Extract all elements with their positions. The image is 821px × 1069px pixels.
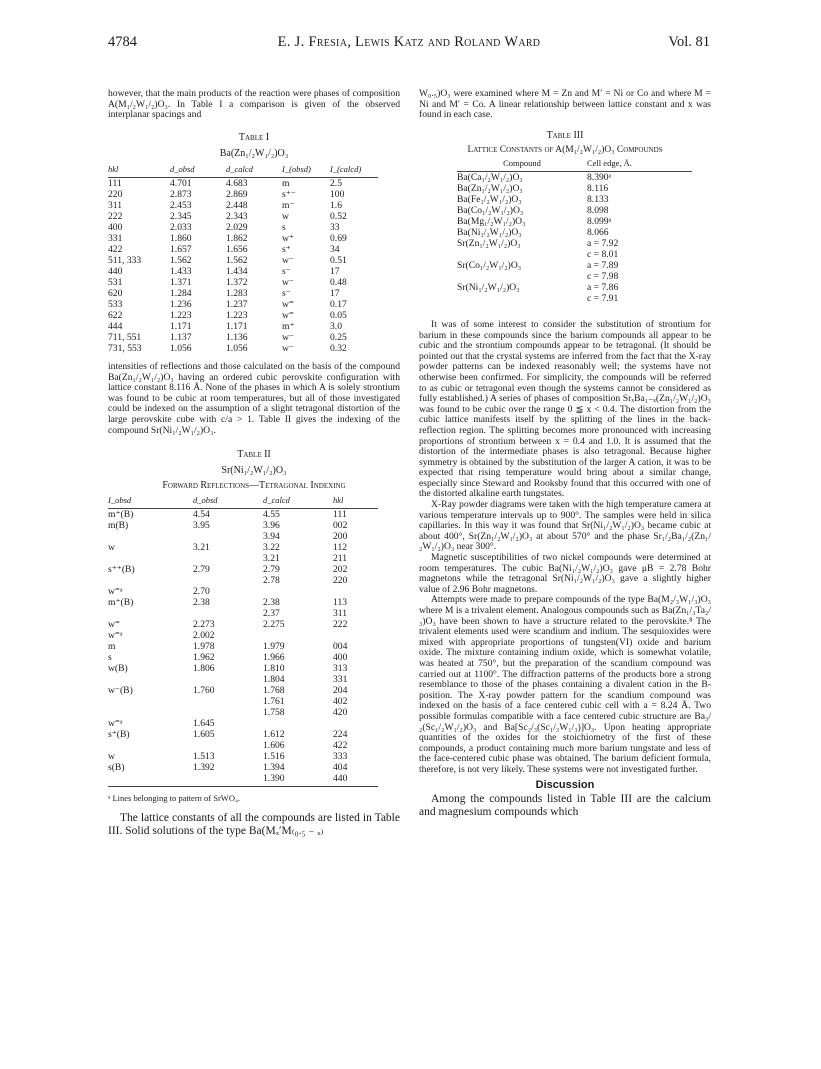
table-1-header: d_calcd [226, 164, 282, 178]
table-1-row-cell: 2.345 [170, 210, 192, 222]
table-2-row-cell [193, 707, 263, 718]
table-2-row [108, 729, 378, 740]
table-2-row-cell: 402 [333, 695, 348, 707]
table-3-row-cell: c = 8.01 [587, 248, 619, 260]
table-2-row-cell: 1.760 [193, 684, 215, 696]
table-1-row-cell: 2.453 [170, 199, 192, 211]
table-2-row-cell: 1.966 [263, 651, 285, 663]
table-2-row-cell [108, 608, 193, 619]
table-2-row-cell [263, 586, 333, 597]
table-2-row-cell: 1.516 [263, 750, 285, 762]
table-2-row-cell: 1.979 [263, 640, 285, 652]
table-3-row-cell: Ba(Ni₁/₂W₁/₂)O₃ [457, 226, 522, 238]
table-1-row-cell: 1.171 [170, 320, 192, 332]
table-3-row-cell [457, 249, 587, 260]
table-3-row [457, 194, 692, 205]
table-3-header: Cell edge, Å. [587, 158, 692, 172]
table-3-row-cell: Ba(Co₁/₂W₁/₂)O₃ [457, 204, 524, 216]
table-3-row [457, 282, 692, 293]
table-1-header: I_(obsd) [282, 164, 330, 178]
table-2-row-cell: 3.96 [263, 519, 280, 531]
table-1-row-cell: m [282, 177, 290, 189]
table-2-row [108, 597, 378, 608]
table-1-row-cell: 1.657 [170, 243, 192, 255]
table-2-row-cell: 2.273 [193, 618, 215, 630]
table-2-row [108, 740, 378, 751]
table-1-row-cell: 2.873 [170, 188, 192, 200]
table-3-row-cell: 8.098 [587, 204, 609, 216]
table-2-row-cell: m [108, 640, 116, 652]
table-1-row-cell: 0.52 [330, 210, 347, 222]
table-2-header: I_obsd [108, 495, 193, 509]
table-2-row [108, 751, 378, 762]
running-header [108, 34, 710, 56]
table-1-row-cell: 33 [330, 221, 340, 233]
table-1-row-cell: s⁻ [282, 265, 291, 277]
table-1-row-cell: 1.562 [226, 254, 248, 266]
right-paragraph-top: W₀.₅)O₃ were examined where M = Zn and M′ = Ni or Co and where M = Ni and M′ = Co. A linear relationship between lattice constant and x was found in each case. [419, 88, 711, 121]
table-1-row-cell: 1.136 [226, 331, 248, 343]
table-2-row-cell [193, 674, 263, 685]
table-2-row-cell: 4.55 [263, 508, 280, 520]
table-1-row-cell: 3.0 [330, 320, 342, 332]
table-1-row-cell: 2.033 [170, 221, 192, 233]
table-1-row [108, 222, 378, 233]
right-paragraph-5: Among the compounds listed in Table III are the calcium and magnesium compounds which [419, 793, 711, 818]
table-2-grid [108, 495, 378, 784]
table-3-row-cell [457, 271, 587, 282]
table-1-row-cell: 0.17 [330, 298, 347, 310]
table-1-row-cell: 1.137 [170, 331, 192, 343]
table-2-row-cell: m⁺(B) [108, 508, 134, 520]
table-3-caption: Table III [546, 129, 584, 141]
table-3 [419, 131, 711, 304]
table-1-row-cell: 331 [108, 232, 123, 244]
table-3-row-cell: Sr(Co₁/₂W₁/₂)O₃ [457, 259, 522, 271]
table-1-row-cell: 1.223 [170, 309, 192, 321]
table-2-footnote: ᵃ Lines belonging to pattern of SrWO₄. [108, 792, 241, 803]
table-1-row-cell: 1.433 [170, 265, 192, 277]
table-3-row-cell: a = 7.92 [587, 237, 619, 249]
table-2-row-cell [108, 575, 193, 586]
table-3-row [457, 216, 692, 227]
table-2-row-cell [333, 586, 378, 597]
table-2-row [108, 630, 378, 641]
table-1-row-cell: 0.25 [330, 331, 347, 343]
table-1-grid [108, 164, 378, 354]
table-3-row-cell: a = 7.89 [587, 259, 619, 271]
table-2-row-cell [333, 718, 378, 729]
table-1-row-cell: 1.371 [170, 276, 192, 288]
table-2-row-cell: 2.37 [263, 607, 280, 619]
table-1-row [108, 288, 378, 299]
table-2-row-cell: 3.21 [263, 552, 280, 564]
table-2-row-cell [108, 674, 193, 685]
table-2-row-cell: 2.79 [263, 563, 280, 575]
table-1-row-cell: 311 [108, 199, 123, 211]
table-1-row-cell: 0.05 [330, 309, 347, 321]
table-1-row-cell: m⁺ [282, 320, 295, 332]
table-1-row-cell: s⁺⁻ [282, 188, 296, 200]
table-2-row-cell: m⁺(B) [108, 596, 134, 608]
table-2-row [108, 707, 378, 718]
table-2-row-cell [108, 707, 193, 718]
table-1-row-cell: 1.237 [226, 298, 248, 310]
table-1-row-cell: 622 [108, 309, 123, 321]
table-2-row-cell: w⁼ᵃ [108, 629, 123, 641]
table-1-header: d_obsd [170, 164, 226, 178]
table-2-row-cell: 112 [333, 541, 348, 553]
table-1-row [108, 321, 378, 332]
table-1-row-cell: 511, 333 [108, 254, 142, 266]
table-2-row-cell: 3.94 [263, 530, 280, 542]
table-2-row-cell: 1.761 [263, 695, 285, 707]
table-1-header: I_(calcd) [330, 164, 378, 178]
table-1-row-cell: 111 [108, 177, 122, 189]
table-3-row-cell: 8.133 [587, 193, 609, 205]
table-1-row-cell: s⁺ [282, 243, 291, 255]
table-1-row-cell: 222 [108, 210, 123, 222]
table-2-row-cell: w [108, 750, 115, 762]
table-1-row-cell: 2.029 [226, 221, 248, 233]
table-1-row-cell: m⁻ [282, 199, 295, 211]
table-2-row-cell [193, 696, 263, 707]
table-2-row [108, 641, 378, 652]
page-number: 4784 [108, 34, 137, 50]
table-2-row-cell: 004 [333, 640, 348, 652]
table-1-compound: Ba(Zn₁/₂W₁/₂)O₃ [219, 148, 289, 160]
table-1-row-cell: w⁺ [282, 232, 294, 244]
table-3-header: Compound [457, 158, 587, 172]
table-1-row-cell: 4.683 [226, 177, 248, 189]
table-2-row [108, 773, 378, 784]
table-2-row-cell: 002 [333, 519, 348, 531]
table-1-row [108, 244, 378, 255]
table-3-row [457, 271, 692, 282]
table-2-row [108, 531, 378, 542]
table-2-row-cell: 2.002 [193, 629, 215, 641]
table-2-row-cell: 1.394 [263, 761, 285, 773]
table-2-row-cell: 220 [333, 574, 348, 586]
table-1-row-cell: 1.862 [226, 232, 248, 244]
table-2-row-cell [193, 553, 263, 564]
table-2-row-cell: 311 [333, 607, 348, 619]
table-1-row-cell: 1.283 [226, 287, 248, 299]
table-2-row [108, 619, 378, 630]
table-2-row-cell: 3.95 [193, 519, 210, 531]
table-2-row-cell: w⁼ᵃ [108, 717, 123, 729]
table-1-row-cell: w⁼ [282, 298, 294, 310]
table-2-row-cell [193, 740, 263, 751]
table-1-row-cell: 1.372 [226, 276, 248, 288]
table-2-row-cell [263, 718, 333, 729]
table-2-row-cell: 1.768 [263, 684, 285, 696]
table-2-row-cell: 420 [333, 706, 348, 718]
right-paragraph-1: It was of some interest to consider the substitution of strontium for barium in these compounds since the barium compounds all appear to be cubic and the strontium compounds appear to be tetragonal. (It should be pointed out that the crystal systems are inferred from the fact that the X-ray powder patterns can be indexed reasonably well; the systems have not otherwise been confirmed. For simplicity, the compounds will be referred to as cubic or tetragonal even though the systems cannot be considered as fully established.) A series of phases of composition SrₓBa₁₋ₓ(Zn₁/₂W₁/₂)O₃ was found to be cubic over the range 0 ≦ x < 0.4. The distortion from the cubic lattice manifests itself by the splitting of the lines in the back-reflection region. The splitting becomes more pronounced with increasing proportions of strontium between x = 0.4 and 1.0. It is assumed that the distortion of the intermediate phases is also tetragonal. Because higher symmetry is obtained by the substitution of the larger A cation, it was to be expected that rising temperature would bring about a similar change, especially since Steward and Rooksby found that this occurred with one of the distorted alkaline earth tungstates. [419, 318, 711, 500]
table-1-row-cell: 2.5 [330, 177, 342, 189]
table-2-row-cell: 1.806 [193, 662, 215, 674]
table-2-row-cell [193, 575, 263, 586]
table-3-row-cell: Ba(Mg₁/₂W₁/₂)O₃ [457, 215, 526, 227]
table-3-row [457, 183, 692, 194]
right-paragraph-4: Attempts were made to prepare compounds of the type Ba(M₂/₃W₁/₃)O₃ where M is a trivalent element. Analogous compounds such as Ba(Zn₁/₃Ta₂/₃)O₃ have been shown to have a structure related to the perovskite.⁸ The trivalent elements used were scandium and indium. The sesquioxides were mixed with appropriate proportions of tungsten(VI) oxide and barium oxide. The mixture containing indium oxide, which is somewhat volatile, was heated at 750°, but the preparation of the scandium compound was carried out at 1100°. The diffraction patterns of the products bore a strong resemblance to those of the phases containing a divalent cation in the B-position. The X-ray powder pattern for the scandium compound was indexed on the basis of a face centered cubic cell with a = 8.24 Å. Two possible formulas compatible with a face centered cubic structure are Ba₃/₂(Sc₁/₂W₁/₂)O₃ and Ba[Sc₂/₃(Sc₁/₃W₁/₃)]O₃. Upon heating appropriate quantities of the oxides for the stoichiometry of the first of these compounds, a product containing much more barium tungstate and less of the face-centered cubic phase was obtained. The barium deficient formula, therefore, is not very likely. These systems were not investigated further. [419, 594, 711, 775]
table-2-row-cell: 440 [333, 772, 348, 784]
table-1-row [108, 255, 378, 266]
table-1-row-cell: w⁻ [282, 342, 294, 354]
table-2-row-cell: s(B) [108, 761, 125, 773]
table-2-row-cell: w(B) [108, 662, 128, 674]
table-1-row [108, 233, 378, 244]
table-1-row-cell: 444 [108, 320, 123, 332]
table-2-row-cell: 1.606 [263, 739, 285, 751]
table-2-row [108, 762, 378, 773]
table-2-row-cell: s⁺⁺(B) [108, 563, 135, 575]
left-column [108, 89, 400, 837]
table-2-row-cell [108, 773, 193, 784]
table-2-row-cell: 4.54 [193, 508, 210, 520]
table-2-row-cell: 113 [333, 596, 348, 608]
table-2-row [108, 508, 378, 520]
table-1-row [108, 200, 378, 211]
table-1-row [108, 211, 378, 222]
table-2-row-cell: 400 [333, 651, 348, 663]
table-2-row [108, 685, 378, 696]
table-1-row [108, 277, 378, 288]
table-1-row [108, 189, 378, 200]
table-2 [108, 450, 400, 803]
table-1-caption: Table I [238, 131, 270, 143]
table-3-row-cell: Ba(Ca₁/₂W₁/₂)O₃ [457, 171, 523, 183]
table-1-row-cell: 1.171 [226, 320, 248, 332]
table-2-row-cell: w⁻(B) [108, 684, 133, 696]
table-3-row [457, 171, 692, 183]
table-2-row-cell: 3.22 [263, 541, 280, 553]
table-3-row [457, 249, 692, 260]
table-1-row-cell: 531 [108, 276, 123, 288]
table-2-row-cell: 200 [333, 530, 348, 542]
table-2-row-cell: s [108, 651, 112, 663]
table-1-row-cell: 400 [108, 221, 123, 233]
table-3-row-cell: 8.099ᵃ [587, 215, 612, 227]
table-1-row [108, 299, 378, 310]
table-2-row-cell: m(B) [108, 519, 129, 531]
table-3-row [457, 205, 692, 216]
table-2-row-cell: 1.392 [193, 761, 215, 773]
table-2-row-cell: 2.79 [193, 563, 210, 575]
table-3-row [457, 260, 692, 271]
table-3-row-cell: c = 7.91 [587, 292, 619, 304]
table-2-row-cell: s⁺(B) [108, 728, 130, 740]
table-2-row-cell: 1.605 [193, 728, 215, 740]
table-3-row-cell: Ba(Zn₁/₂W₁/₂)O₃ [457, 182, 523, 194]
table-1-row [108, 310, 378, 321]
table-1-row-cell: 0.48 [330, 276, 347, 288]
table-1-row-cell: w⁻ [282, 254, 294, 266]
table-2-row-cell: 2.78 [263, 574, 280, 586]
table-2-subtitle: Forward Reflections—Tetragonal Indexing [162, 480, 346, 492]
table-1-row-cell: 1.6 [330, 199, 342, 211]
table-2-row-cell: 333 [333, 750, 348, 762]
table-2-row-cell: 1.758 [263, 706, 285, 718]
table-2-row-cell: 422 [333, 739, 348, 751]
table-1-row [108, 332, 378, 343]
table-3-row-cell: 8.390ᵃ [587, 171, 612, 183]
table-2-row-cell: 2.38 [193, 596, 210, 608]
table-1 [108, 133, 400, 354]
table-3-row-cell: Sr(Zn₁/₂W₁/₂)O₃ [457, 237, 521, 249]
left-paragraph-mid: intensities of reflections and those calculated on the basis of the compound Ba(Zn₁/₂W₁/₂)O₃ having an ordered cubic perovskite configuration with lattice constant 8.116 Å. None of the phases in which A is solely strontium was found to be cubic at room temperatures, but all of those investigated could be indexed on the assumption of a slight tetragonal distortion of the large perovskite cube with c/a > 1. Table II gives the indexing of the compound Sr(Ni₁/₂W₁/₂)O₃. [108, 360, 400, 436]
table-2-row [108, 652, 378, 663]
discussion-heading: Discussion [535, 778, 595, 791]
table-1-row-cell: 220 [108, 188, 123, 200]
table-2-row-cell: 1.612 [263, 728, 285, 740]
right-column [419, 89, 711, 818]
table-2-row-cell: 2.38 [263, 596, 280, 608]
table-2-row-cell: 211 [333, 552, 348, 564]
table-2-caption: Table II [237, 449, 271, 461]
table-2-row-cell: 222 [333, 618, 348, 630]
table-1-row-cell: 2.869 [226, 188, 248, 200]
table-1-row [108, 343, 378, 354]
table-1-row-cell: 100 [330, 188, 345, 200]
table-1-row-cell: 17 [330, 287, 340, 299]
table-2-row-cell: 1.962 [193, 651, 215, 663]
table-1-row-cell: w⁻ [282, 331, 294, 343]
table-1-row-cell: 440 [108, 265, 123, 277]
table-2-row-cell [193, 531, 263, 542]
table-1-row-cell: s⁻ [282, 287, 291, 299]
table-1-row-cell: 422 [108, 243, 123, 255]
table-2-row-cell: 1.810 [263, 662, 285, 674]
table-2-row-cell: 2.275 [263, 618, 285, 630]
table-1-row-cell: 4.701 [170, 177, 192, 189]
table-2-row-cell: 1.513 [193, 750, 215, 762]
table-1-row-cell: 1.056 [170, 342, 192, 354]
table-2-row [108, 718, 378, 729]
table-3-title: Lattice Constants of A(M₁/₂W₁/₂)O₃ Compounds [467, 145, 663, 156]
table-1-header: hkl [108, 164, 170, 178]
table-2-row-cell: 1.390 [263, 772, 285, 784]
table-1-row-cell: 533 [108, 298, 123, 310]
table-1-row-cell: w⁼ [282, 309, 294, 321]
volume: Vol. 81 [668, 34, 710, 50]
table-1-row-cell: 620 [108, 287, 123, 299]
table-2-row [108, 575, 378, 586]
table-2-row-cell: 331 [333, 673, 348, 685]
table-1-row-cell: 0.32 [330, 342, 347, 354]
table-3-grid [457, 158, 692, 304]
table-2-row-cell [108, 740, 193, 751]
right-paragraph-2: X-Ray powder diagrams were taken with the high temperature camera at various temperature intervals up to 900°. The samples were held in silica capillaries. In this way it was found that Sr(Ni₁/₂W₁/₂)O₃ became cubic at about 400°, Sr(Zn₁/₂W₁/₂)O₃ at about 570° and the phase Sr₁/₂Ba₁/₂(Zn₁/₂W₁/₂)O₃ near 300°. [419, 499, 711, 553]
table-2-row-cell: 3.21 [193, 541, 210, 553]
table-3-row-cell: 8.066 [587, 226, 609, 238]
table-1-row-cell: 2.343 [226, 210, 248, 222]
table-3-row [457, 238, 692, 249]
table-1-row-cell: 1.236 [170, 298, 192, 310]
table-1-row [108, 177, 378, 189]
table-2-row-cell: 313 [333, 662, 348, 674]
table-2-row [108, 520, 378, 531]
table-2-row-cell [193, 608, 263, 619]
table-2-header: d_obsd [193, 495, 263, 509]
table-2-row-cell [108, 531, 193, 542]
table-1-row-cell: s [282, 221, 286, 233]
table-1-row-cell: 1.056 [226, 342, 248, 354]
table-2-row [108, 586, 378, 597]
table-2-row [108, 608, 378, 619]
table-2-row-cell: w⁼ [108, 618, 120, 630]
table-3-row [457, 293, 692, 304]
table-3-row-cell [457, 293, 587, 304]
table-3-row-cell: Ba(Fe₁/₂W₁/₂)O₃ [457, 193, 522, 205]
table-3-row-cell: a = 7.86 [587, 281, 619, 293]
table-3-row-cell: 8.116 [587, 182, 609, 194]
authors: E. J. Fresia, Lewis Katz and Roland Ward [277, 34, 541, 50]
right-paragraph-3: Magnetic susceptibilities of two nickel compounds were determined at room temperatures. The cubic Ba(Ni₁/₂W₁/₂)O₃ gave μB = 2.78 Bohr magnetons while the tetragonal Sr(Ni₁/₂W₁/₂)O₃ gave a slightly higher value of 2.96 Bohr magnetons. [419, 552, 711, 595]
table-3-row-cell: Sr(Ni₁/₂W₁/₂)O₃ [457, 281, 520, 293]
table-2-row-cell: w [108, 541, 115, 553]
table-1-row-cell: 1.562 [170, 254, 192, 266]
table-2-row-cell: w⁼ᵃ [108, 585, 123, 597]
table-2-row [108, 564, 378, 575]
table-2-header: hkl [333, 495, 378, 509]
table-2-row-cell: 111 [333, 508, 347, 520]
table-2-row-cell [108, 696, 193, 707]
table-3-row [457, 227, 692, 238]
table-1-row-cell: 731, 553 [108, 342, 142, 354]
table-2-row-cell: 202 [333, 563, 348, 575]
table-2-row-cell [263, 630, 333, 641]
table-2-row-cell: 224 [333, 728, 348, 740]
table-1-row [108, 266, 378, 277]
table-1-row-cell: 1.656 [226, 243, 248, 255]
table-1-row-cell: 17 [330, 265, 340, 277]
table-2-row-cell [333, 630, 378, 641]
table-1-row-cell: w⁻ [282, 276, 294, 288]
table-2-row-cell: 404 [333, 761, 348, 773]
left-paragraph-top: however, that the main products of the reaction were phases of composition A(M₁/₂W₁/₂)O₃. In Table I a comparison is given of the observed interplanar spacings and [108, 88, 400, 121]
table-1-row-cell: 0.51 [330, 254, 347, 266]
table-1-row-cell: 1.223 [226, 309, 248, 321]
table-1-row-cell: 0.69 [330, 232, 347, 244]
table-1-row-cell: 1.434 [226, 265, 248, 277]
table-2-header: d_calcd [263, 495, 333, 509]
table-2-row-cell [193, 773, 263, 784]
left-paragraph-bottom: The lattice constants of all the compounds are listed in Table III. Solid solutions of the type Ba(Mₓ′M₍₀.₅ ₋ ₓ₎ [108, 812, 400, 837]
table-1-row-cell: 2.448 [226, 199, 248, 211]
table-1-row-cell: 1.860 [170, 232, 192, 244]
table-2-row-cell: 204 [333, 684, 348, 696]
table-2-row [108, 553, 378, 564]
table-2-row-cell [108, 553, 193, 564]
table-2-row-cell: 1.804 [263, 673, 285, 685]
table-2-row-cell: 2.70 [193, 585, 210, 597]
table-1-row-cell: w [282, 210, 289, 222]
table-2-row [108, 542, 378, 553]
table-1-row-cell: 711, 551 [108, 331, 142, 343]
table-3-row-cell: c = 7.98 [587, 270, 619, 282]
table-2-row-cell: 1.645 [193, 717, 215, 729]
table-2-compound: Sr(Ni₁/₂W₁/₂)O₃ [221, 464, 287, 476]
table-2-row-cell: 1.978 [193, 640, 215, 652]
table-1-row-cell: 34 [330, 243, 340, 255]
table-2-row [108, 663, 378, 674]
table-2-row [108, 674, 378, 685]
table-1-row-cell: 1.284 [170, 287, 192, 299]
table-2-row [108, 696, 378, 707]
